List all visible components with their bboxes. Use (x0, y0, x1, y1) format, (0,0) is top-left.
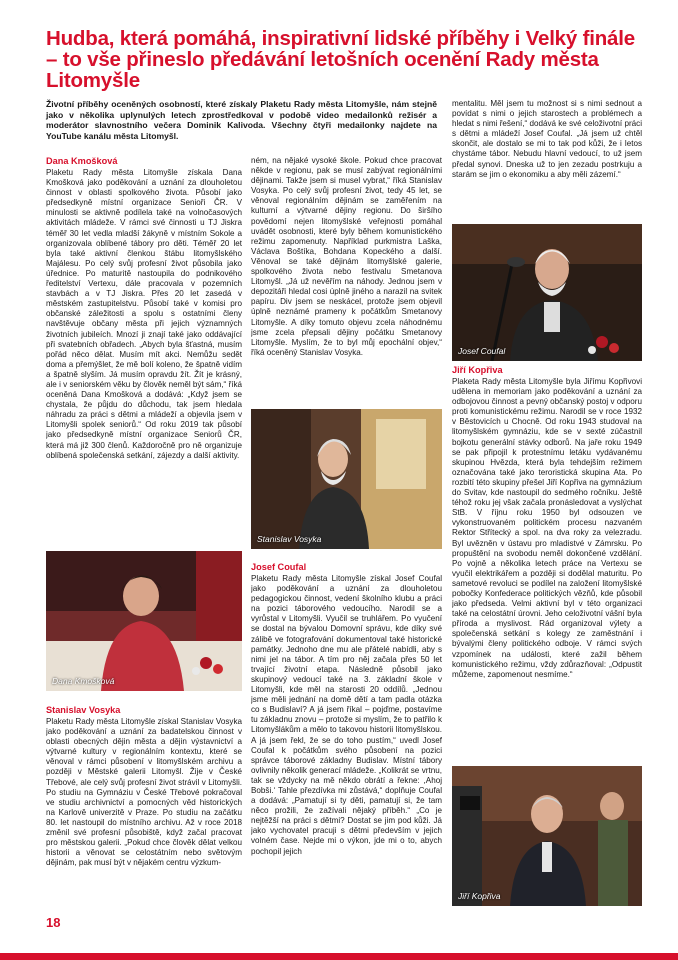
section-vosyka (46, 705, 242, 920)
text-vosyka: Plaketu Rady města Litomyšle získal Stanislav Vosyka jako poděkování a uznání za badatelskou činnost v oblasti obecných dějin města a dějin výstavnictví a výtvarné kultury v regionálním kontextu, které se věnoval v rámci působení v litomyšlském archivu a později v Městské galerii Litomyšl. Žije v České Třebové, ale celý svůj profesní život strávil v Litomyšli. Po studiu na Gymnáziu v České Třebové pokračoval ve studiu archivnictví a pomocných věd historických na Karlově univerzitě v Praze. Po studiu na začátku 80. let nastoupil do místního archivu. Až v roce 2018 změnil své profesní působiště, když začal pracovat pro městskou galerii. „Pokud chce člověk dělat velkou historii a věnovat se celostátním nebo světovým dějinám, pak musí být v nějakém centru výzkum- (46, 717, 242, 868)
photo-kopriva (452, 766, 642, 906)
caption-coufal: Josef Coufal (458, 346, 506, 356)
photo-kmoskova (46, 551, 242, 691)
heading-vosyka: Stanislav Vosyka (46, 705, 121, 715)
text-coufal: Plaketu Rady města Litomyšle získal Josef Coufal jako poděkování a uznání za dlouholetou pedagogickou činnost, vedení školního klubu a práci na pozici táborového vedoucího. Narodil se a vyrůstal v Litomyšli. Vyučil se truhlářem. Po vyučení se dostal na bývalou Domovní správu, kde díky své zálibě ve fotografování dokumentoval také historické památky. Jednoho dne mu ale přátelé nabídli, aby s nimi jel na tábor. A tím pro něj začala přes 50 let trvající životní etapa. Následně působil jako skupinový vedoucí také na 3. základní škole v Litomyšli, kde měl na starosti 20 oddílů. „Jednou jsme měli jednání na domě dětí a tam padla otázka co s Budislaví? A já jsem říkal – pojďme, postavíme tu základnu znovu – protože si myslím, že to patřilo k Litomyšlákům a mělo to takovou historii litomyšlskou. A já jsem řekl, že se do toho pustím,“ uvedl Josef Coufal k počátkům svého působení na pozici správce táborové základny Budislav. Místní tábory ovlivnily několik generací mládeže. „Kolikrát se vrtnu, tak se vždycky na mě někdo obrátí a řekne: ,Ahoj Bobši.‘ Tahle přezdívka mi zůstává,“ doplňuje Coufal a dodává: „Pamatují si ty děti, pamatují si, že tam něco prožili, že zažívali nějaký příběh.“ „Co je nejtěžší na práci s dětmi? Dostat se jim pod kůži. Já jako vychovatel pracuji s dětmi především v jejich volném čase. Nejde mi o výkon, jde mi o to, abych pochopil jejich (251, 574, 442, 856)
section-kopriva (452, 365, 642, 761)
section-kmoskova (46, 156, 242, 536)
text-kopriva: Plaketa Rady města Litomyšle byla Jiřímu Kopřivovi udělena in memoriam jako poděkování a uznání za odbojovou činnost a pevný občanský postoj v odporu proti komunistickému režimu. Narodil se v roce 1932 v Běstovicích u Chocně. Od roku 1943 studoval na litomyšlském gymnáziu, kde se v sexté zúčastnil bojkotu generální stávky odborů. Na jaře roku 1949 se pak připojil k protestnímu letáku vydávanému skupinou Hvězda, která byla tehdejším režimem označována také jako teroristická skupina Ata. Po rozbití této skupiny přešel Jiří Kopřiva na gymnázium do Svitav, kde nastoupil do sedmého ročníku. Ještě téhož roku jej však začala pronásledovat a vyslýchat StB. V říjnu roku 1950 byl odsouzen ve vykonstruovaném politickém procesu nazvaném Rektor Střítecký a spol. na dva roky za velezradu. Byl uvězněn v ústavu pro mladistvé v Zámrsku. Po propuštění na svobodu neměl dokončené vzdělání. Po vojně a několika letech práce na Vertexu se vyučil elektrikářem a později si dodělal maturitu. Po sametové revoluci se podílel na založení litomyšlské pobočky Konfederace politických vězňů, kde působil jako předseda. Velmi aktivní byl v této organizaci také na celostátní úrovni. Jeho celoživotní vášní byla příroda a myslivost. Rád organizoval výlety a společenská setkání s kolegy ze zaměstnání i bývalými členy politického odboje. V rámci svých vzpomínek na události, které zažil během komunistického režimu, vždy zdůrazňoval: „Odpustit můžeme, zapomenout nesmíme.“ (452, 377, 642, 679)
section-coufal (251, 562, 442, 916)
article-headline: Hudba, která pomáhá, inspirativní lidské příběhy i Velký finále – to vše přineslo předávání letošních ocenění Rady města Litomyšle (46, 27, 635, 92)
page-number: 18 (46, 915, 61, 930)
footer-accent-bar (0, 953, 678, 960)
text-coufal-continued: mentalitu. Měl jsem tu možnost si s nimi sednout a povídat s nimi o jejich starostech a problémech a hledat s nimi řešení,“ dodává ke své celoživotní práci s dětmi a mládeží Josef Coufal. „Já jsem už chtěl skončit, ale dostalo se mi to tak pod kůži, že i letos chystáme tábor. Nebudu hlavní vedoucí, to už jsem předal synovi. Dneska už to jen zezadu postrkuju a starám se jim o ekonomiku a aby měli zázemí.“ (452, 99, 642, 179)
caption-kmoskova: Dana Kmošková (52, 676, 115, 686)
article-lead: Životní příběhy oceněných osobností, které získaly Plaketu Rady města Litomyšle, nám stejně jako v několika uplynulých letech zprostředkoval v podobě video medailonků režisér a moderátor slavnostního večera Dominik Kalivoda. Všechny čtyři medailonky najdete na YouTube kanálu města Litomyšl. (46, 99, 437, 141)
heading-kopriva: Jiří Kopřiva (452, 365, 503, 375)
photo-coufal (452, 224, 642, 361)
section-vosyka-continued (251, 156, 442, 398)
photo-vosyka (251, 409, 442, 549)
heading-coufal: Josef Coufal (251, 562, 307, 572)
caption-vosyka: Stanislav Vosyka (257, 534, 322, 544)
section-coufal-continued (452, 99, 642, 221)
text-kmoskova: Plaketu Rady města Litomyšle získala Dana Kmošková jako poděkování a uznání za dlouholetou činnost v oblasti spolkového života. Působí jako předsedkyně místní organizace Senioři ČR. V minulosti se aktivně podílela také na volnočasových aktivitách mládeže. V rámci své činnosti u TJ Jiskra téměř 30 let vedla mladší žákyně v místním Sokole a organizovala oblíbené tábory pro děti. Téměř 20 let byla také aktivní členkou štábu litomyšlského Majálesu. Po celý svůj profesní život působila jako úřednice. Po maturitě nastoupila do podnikového ředitelství Vertexu, dále pracovala v pozemních stavbách a v TJ Jiskra. Přes 20 let zasedá v městském zastupitelstvu. Působí také v komisi pro občanské záležitosti a spolu s ostatními členy navštěvuje občany města při jejich významných životních jubileích. Mnozí ji znají také jako oddávající při svatebních obřadech. „Abych byla šťastná, musím pořád něco dělat. Musím mít akci. Nemůžu sedět doma a přemýšlet, že mě bolí koleno, že špatně vidím a špatně slyším. Já musím opravdu žít. Žít je krásný, ale i v seniorském věku by člověk neměl být sám,“ říká oceněná Dana Kmošková a dodává: „Když jsem se chystala, že půjdu do důchodu, tak jsem hledala náhradu za práci s dětmi a mládeží a objevila jsem v Litomyšli spolek seniorů.“ Od roku 2019 tak působí jako předsedkyně místní organizace Seniorů ČR, která má již 300 členů. Každoročně pro ně organizuje oblíbená společenská setkání, zájezdy a další aktivity. (46, 168, 242, 460)
heading-kmoskova: Dana Kmošková (46, 156, 118, 166)
text-vosyka-continued: ném, na nějaké vysoké škole. Pokud chce pracovat někde v regionu, pak se musí zabývat regionálními dějinami. Takže jsem si musel vybrat,“ říká Stanislav Vosyka. Po celý svůj profesní život, tedy 45 let, se věnoval regionálním dějinám se zaměřením na kulturní a výtvarné dějiny regionu. Do širšího povědomí nejen litomyšlské veřejnosti pomáhal uvádět osobnosti, které byly během komunistického režimu zapomenuty. Například purkmistra Laška, Václava Boštíka, Bohdana Kopeckého a další. Věnoval se také dějinám litomyšlské galerie, spolkového života nebo festivalu Smetanova Litomyšl. „Já už nevěřím na náhody. Jednou jsem v depozitáři hledal cosi úplně jiného a narazil na svitek papíru. Div jsem se neskácel, protože jsem objevil úplně neznámé prameny k počátkům Smetanovy Litomyšle. A díky tomuto objevu zcela náhodnému jsme zcela přepsali dějiny počátku Smetanovy Litomyšle. Myslím, že to byl můj epochální objev,“ říká oceněný Stanislav Vosyka. (251, 156, 442, 357)
caption-kopriva: Jiří Kopřiva (458, 891, 501, 901)
